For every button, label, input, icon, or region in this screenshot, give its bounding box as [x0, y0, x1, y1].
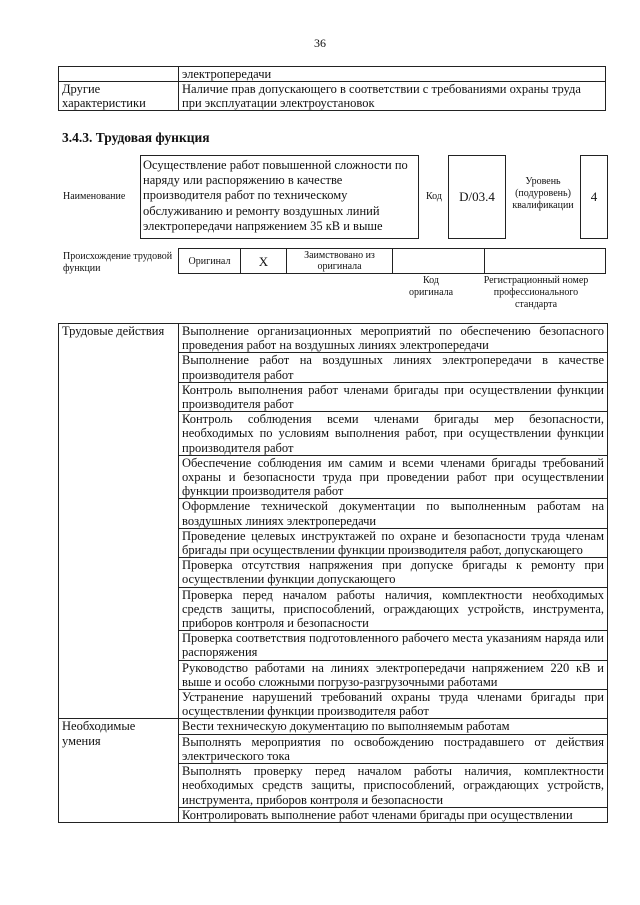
- level-label: Уровень (подуровень) квалификации: [512, 176, 574, 211]
- section-title: 3.4.3. Трудовая функция: [62, 130, 210, 145]
- page-number: 36: [314, 36, 326, 50]
- skill-item: Выполнять проверку перед началом работы наличия, комплектности необходимых средств защиты, приспособлений, ограждающих устройств, инструмента, приборов контроля и безопасности: [179, 764, 608, 808]
- labor-action-item: Проведение целевых инструктажей по охране и безопасности труда членам бригады при осуществлении функции производителя работ, допускающего: [179, 528, 608, 557]
- top-characteristics-table: [58, 66, 606, 111]
- registration-caption: Регистрационный номер профессионального стандарта: [483, 275, 589, 310]
- required-skills-label: Необходимые умения: [59, 719, 179, 822]
- labor-action-item: Выполнение организационных мероприятий по обеспечению безопасного проведения работ на воздушных линиях электропередачи: [179, 324, 608, 353]
- function-name-box: Осуществление работ повышенной сложности по наряду или распоряжению в качестве производителя работ по техническому обслуживанию и ремонту воздушных линий электропередачи напряжением 35 кВ и выше: [140, 155, 419, 239]
- skill-item: Выполнять мероприятия по освобождению пострадавшего от действия электрического тока: [179, 734, 608, 763]
- other-characteristics-value: Наличие прав допускающего в соответствии с требованиями охраны труда при эксплуатации электроустановок: [179, 82, 606, 111]
- skill-item: Вести техническую документацию по выполняемым работам: [179, 719, 608, 734]
- labor-action-item: Обеспечение соблюдения им самим и всеми членами бригады требований охраны и безопасности труда при проведении работ при осуществлении функции производителя работ: [179, 455, 608, 499]
- qualification-level: 4: [590, 189, 598, 204]
- labor-function-table: [58, 323, 608, 823]
- labor-action-item: Проверка перед началом работы наличия, комплектности необходимых средств защиты, приспособлений, ограждающих устройств, инструмента, приборов контроля и безопасности: [179, 587, 608, 631]
- original-cell: Оригинал: [179, 249, 241, 274]
- origin-table: [178, 248, 606, 274]
- labor-action-item: Контроль соблюдения всеми членами бригады мер безопасности, необходимых по условиям выполнения работ, при осуществлении функции производителя работ: [179, 412, 608, 456]
- labor-action-item: Устранение нарушений требований охраны труда членами бригады при осуществлении функции производителя работ: [179, 690, 608, 719]
- origin-label: Происхождение трудовой функции: [63, 251, 173, 274]
- registration-number-cell: [485, 249, 606, 274]
- original-code-cell: [393, 249, 485, 274]
- labor-action-item: Оформление технической документации по выполненным работам на воздушных линиях электропередачи: [179, 499, 608, 528]
- labor-action-item: Проверка соответствия подготовленного рабочего места указаниям наряда или распоряжения: [179, 631, 608, 660]
- labor-action-item: Выполнение работ на воздушных линиях электропередачи в качестве производителя работ: [179, 353, 608, 382]
- labor-actions-label: Трудовые действия: [59, 324, 179, 719]
- borrowed-cell: Заимствовано из оригинала: [287, 249, 393, 274]
- other-characteristics-label: Другие характеристики: [59, 82, 179, 111]
- function-code: D/03.4: [459, 189, 495, 204]
- name-label: Наименование: [63, 191, 126, 202]
- function-code-box: [448, 155, 506, 239]
- labor-action-item: Проверка отсутствия напряжения при допуске бригады к ремонту при осуществлении функции допускающего: [179, 558, 608, 587]
- labor-action-item: Контроль выполнения работ членами бригады при осуществлении функции производителя работ: [179, 382, 608, 411]
- code-label: Код: [426, 191, 442, 202]
- labor-action-item: Руководство работами на линиях электропередачи напряжением 220 кВ и выше и особо сложными погрузо-разгрузочными работами: [179, 660, 608, 689]
- empty-cell: [59, 67, 179, 82]
- original-mark: X: [241, 249, 287, 274]
- continuation-cell: электропередачи: [179, 67, 606, 82]
- skill-item: Контролировать выполнение работ членами бригады при осуществлении: [179, 807, 608, 822]
- code-original-caption: Код оригинала: [408, 275, 454, 298]
- qualification-level-box: [580, 155, 608, 239]
